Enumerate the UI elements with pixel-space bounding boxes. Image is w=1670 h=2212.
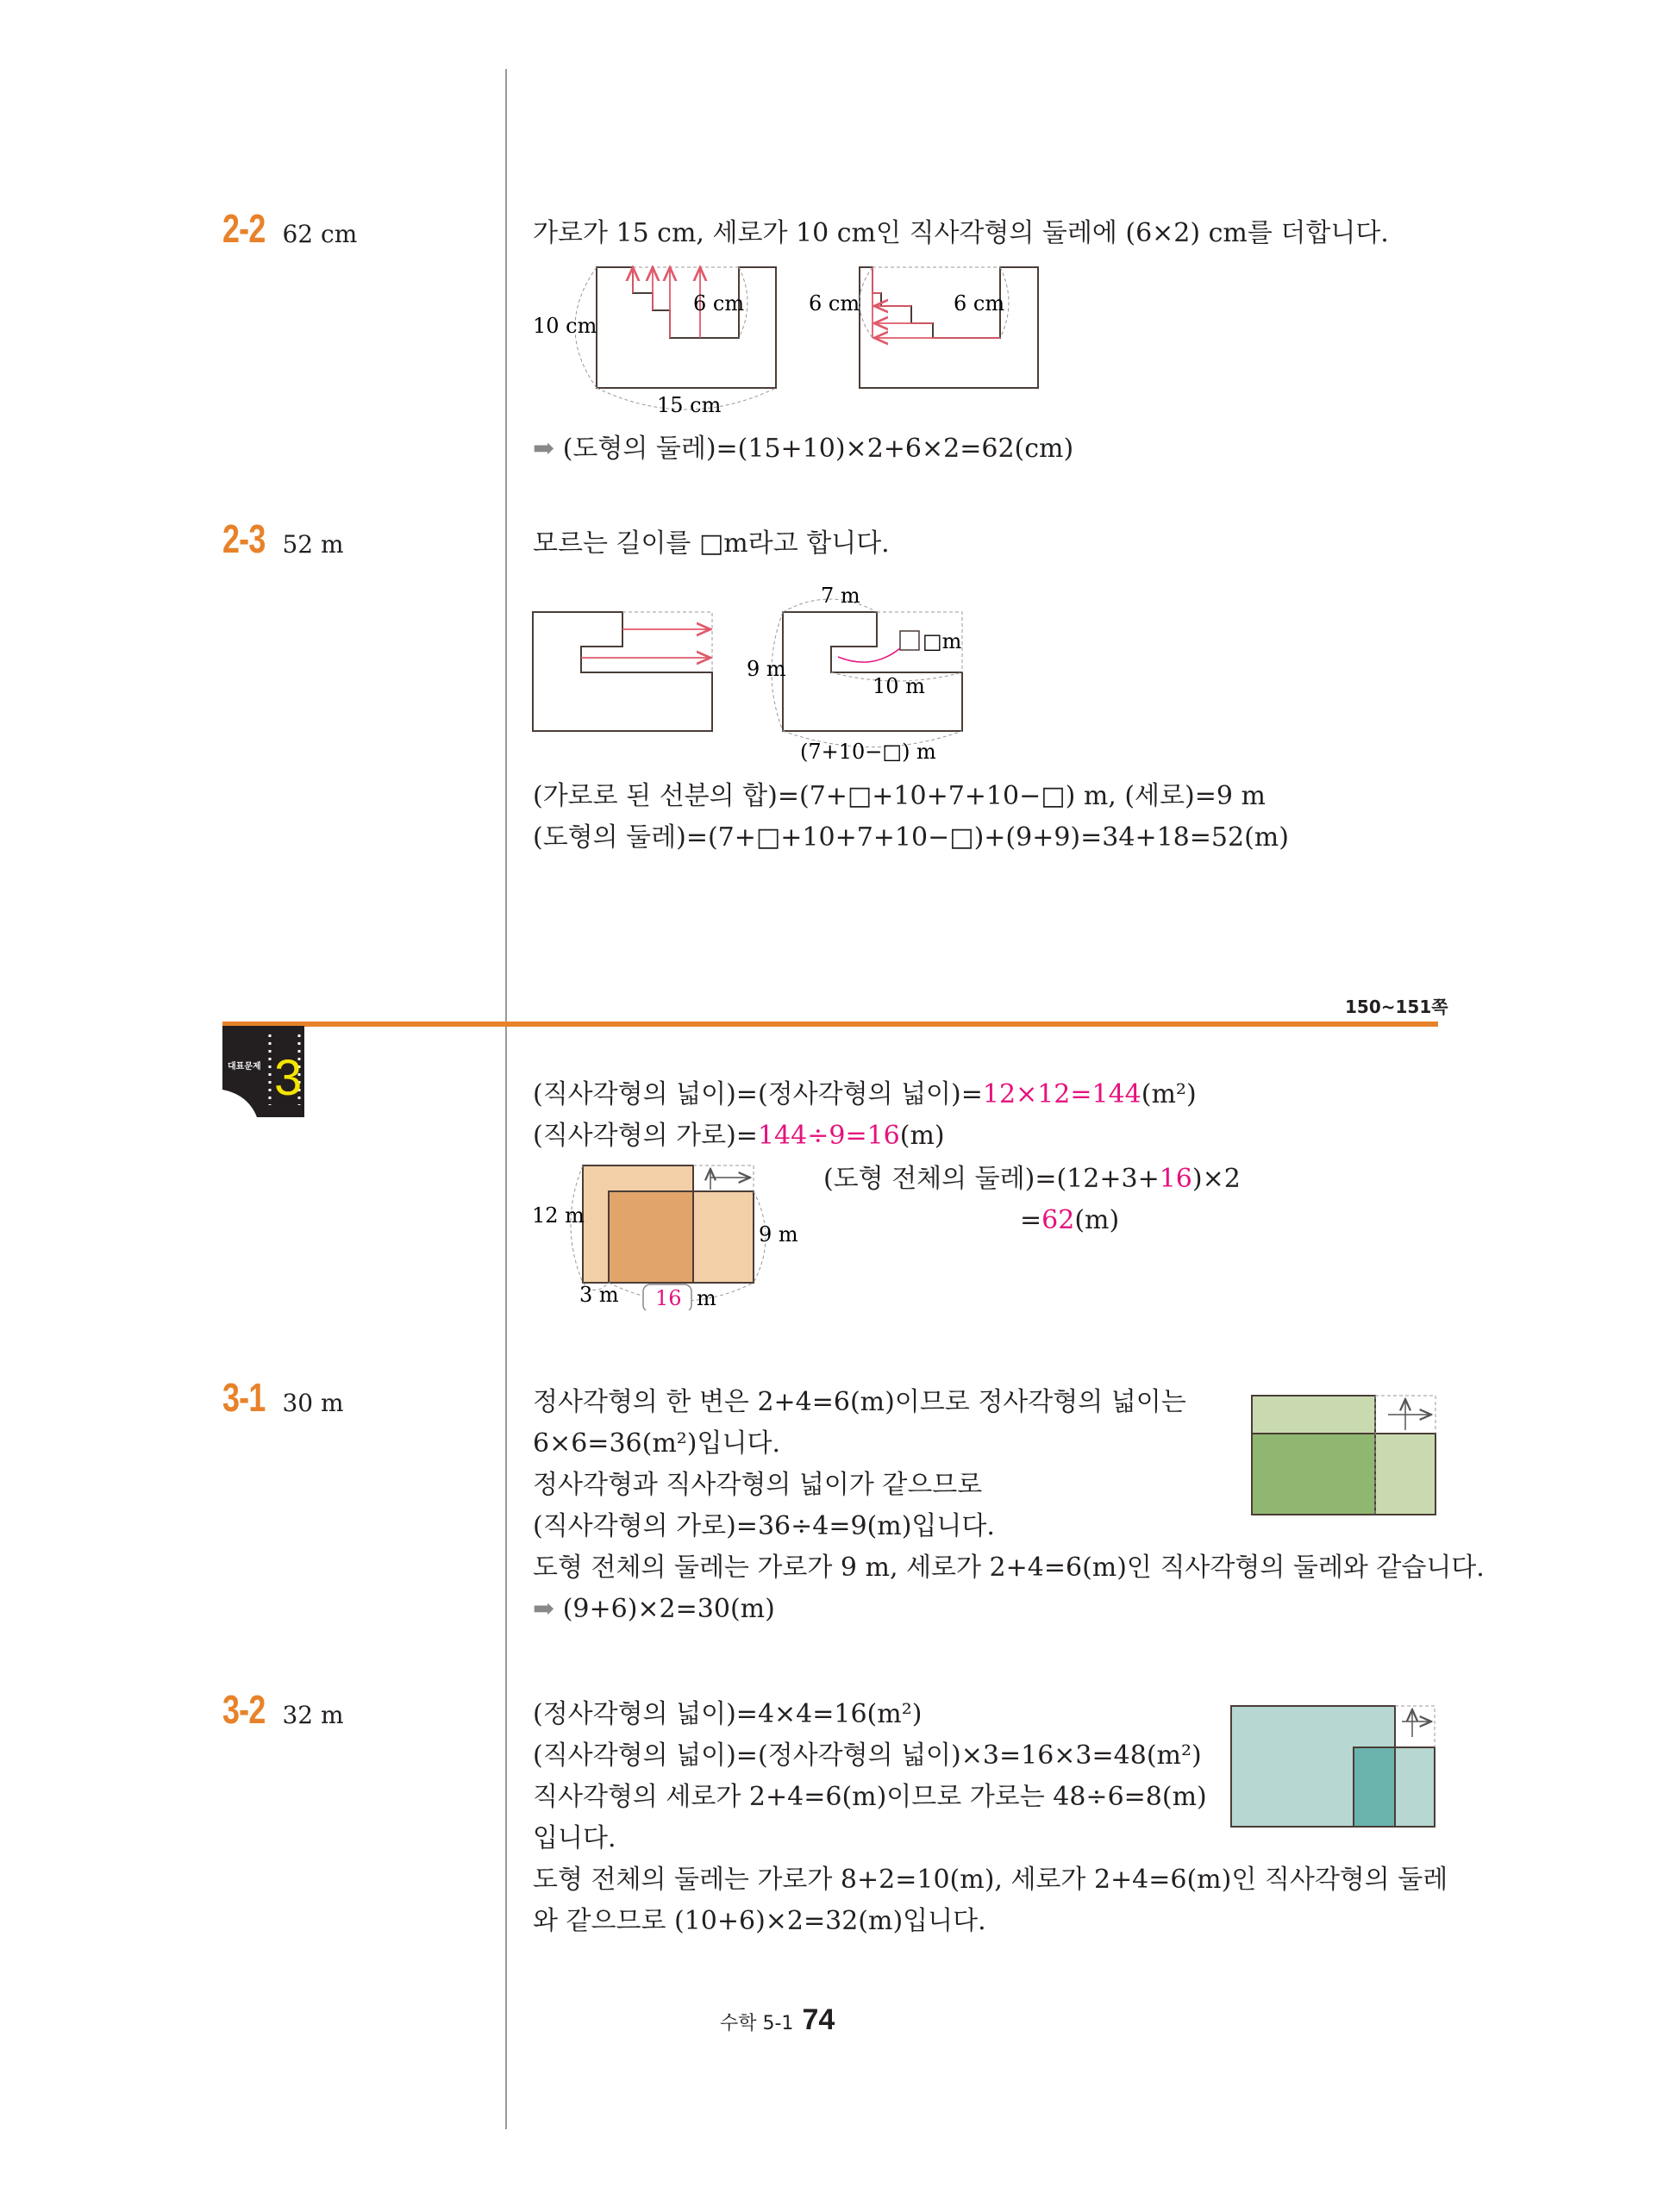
arrow-icon: ➡	[533, 1594, 555, 1624]
problem-2-2-header	[222, 205, 357, 252]
answer: 62 cm	[282, 220, 358, 248]
explanation-line: (직사각형의 가로)=36÷4=9(m)입니다.	[533, 1511, 995, 1541]
formula-text: (직사각형의 넓이)=(정사각형의 넓이)=	[533, 1079, 983, 1109]
explanation-line: (가로로 된 선분의 합)=(7+□+10+7+10−□) m, (세로)=9 m	[533, 781, 1266, 811]
formula-highlight: 12×12=144	[982, 1079, 1141, 1109]
label-16-box: 16	[655, 1286, 682, 1310]
explanation-line: 와 같으므로 (10+6)×2=32(m)입니다.	[533, 1906, 986, 1936]
explanation-line: 모르는 길이를 □m라고 합니다.	[533, 528, 890, 559]
result-formula: (도형의 둘레)=(15+10)×2+6×2=62(cm)	[562, 434, 1074, 464]
formula-highlight: 16	[1159, 1164, 1192, 1194]
figure-3-1	[1248, 1392, 1442, 1522]
label-9m: 9 m	[759, 1222, 798, 1247]
result-formula: (9+6)×2=30(m)	[562, 1594, 775, 1624]
column-divider	[505, 69, 507, 2129]
label-height: 10 cm	[533, 314, 597, 338]
explanation-line: 직사각형의 세로가 2+4=6(m)이므로 가로는 48÷6=8(m)	[533, 1782, 1207, 1812]
label-12m: 12 m	[532, 1203, 585, 1228]
page-footer	[720, 2003, 835, 2037]
label-m: m	[697, 1286, 716, 1310]
explanation-line: 가로가 15 cm, 세로가 10 cm인 직사각형의 둘레에 (6×2) cm를 더합니다.	[533, 218, 1389, 248]
problem-number: 2-3	[222, 516, 266, 561]
answer: 52 m	[282, 530, 344, 559]
arrow-icon: ➡	[533, 434, 555, 464]
problem-3-1-header	[222, 1374, 344, 1421]
problem-3-2-header	[222, 1686, 344, 1733]
explanation-line: 도형 전체의 둘레는 가로가 8+2=10(m), 세로가 2+4=6(m)인 직사각형의 둘레	[533, 1865, 1448, 1895]
formula-text: (m)	[899, 1121, 945, 1151]
formula-text: (도형 전체의 둘레)=(12+3+	[823, 1164, 1160, 1194]
label-width: 15 cm	[657, 393, 722, 417]
problem-2-3-text	[533, 523, 890, 565]
figure-2-2	[528, 259, 1062, 422]
figure-3	[528, 1155, 812, 1310]
figure-2-3	[528, 578, 976, 772]
explanation-line: (정사각형의 넓이)=4×4=16(m²)	[533, 1699, 923, 1729]
label-mid: 10 m	[873, 674, 925, 698]
label-depth: 6 cm	[693, 291, 745, 316]
label-left: 9 m	[747, 657, 786, 681]
answer: 32 m	[282, 1701, 344, 1729]
label-left-6cm: 6 cm	[809, 291, 860, 316]
formula-text: =	[1020, 1205, 1042, 1235]
formula-highlight: 144÷9=16	[757, 1121, 900, 1151]
page-reference: 150~151쪽	[1345, 997, 1448, 1017]
label-3m: 3 m	[579, 1283, 619, 1307]
figure-3-2	[1228, 1703, 1443, 1832]
formula-text: (직사각형의 가로)=	[533, 1121, 758, 1151]
label-box-m: □m	[923, 629, 962, 653]
problem-3-text	[533, 1074, 1197, 1157]
section-bar	[222, 1022, 1438, 1027]
badge-number: 3	[274, 1050, 303, 1106]
formula-text: (m)	[1074, 1205, 1120, 1235]
problem-2-3-header	[222, 516, 344, 562]
problem-2-3-formulas	[533, 776, 1289, 859]
explanation-line: 도형 전체의 둘레는 가로가 9 m, 세로가 2+4=6(m)인 직사각형의 둘레와 같습니다.	[533, 1553, 1485, 1583]
badge-label: 대표문제	[228, 1062, 261, 1072]
explanation-line: (직사각형의 넓이)=(정사각형의 넓이)×3=16×3=48(m²)	[533, 1740, 1202, 1771]
problem-3-perimeter	[823, 1159, 1241, 1241]
label-right-6cm: 6 cm	[954, 291, 1005, 316]
explanation-line: (도형의 둘레)=(7+□+10+7+10−□)+(9+9)=34+18=52(m)	[533, 822, 1289, 853]
explanation-line: 입니다.	[533, 1823, 616, 1853]
label-bottom: (7+10−□) m	[800, 740, 936, 764]
explanation-line: 정사각형과 직사각형의 넓이가 같으므로	[533, 1470, 983, 1500]
footer-subject: 수학 5-1	[720, 2013, 794, 2034]
problem-number: 3-1	[222, 1375, 266, 1420]
representative-problem-badge	[222, 1026, 304, 1117]
answer: 30 m	[282, 1389, 344, 1417]
problem-2-2-text	[533, 213, 1389, 254]
problem-number: 2-2	[222, 206, 266, 251]
label-top: 7 m	[821, 584, 860, 608]
explanation-line: 6×6=36(m²)입니다.	[533, 1428, 780, 1459]
formula-highlight: 62	[1041, 1205, 1075, 1235]
problem-2-2-result	[533, 428, 1073, 470]
formula-text: (m²)	[1141, 1079, 1197, 1109]
explanation-line: 정사각형의 한 변은 2+4=6(m)이므로 정사각형의 넓이는	[533, 1387, 1186, 1417]
page-number: 74	[802, 2003, 835, 2036]
problem-number: 3-2	[222, 1687, 266, 1732]
formula-text: )×2	[1192, 1164, 1241, 1194]
